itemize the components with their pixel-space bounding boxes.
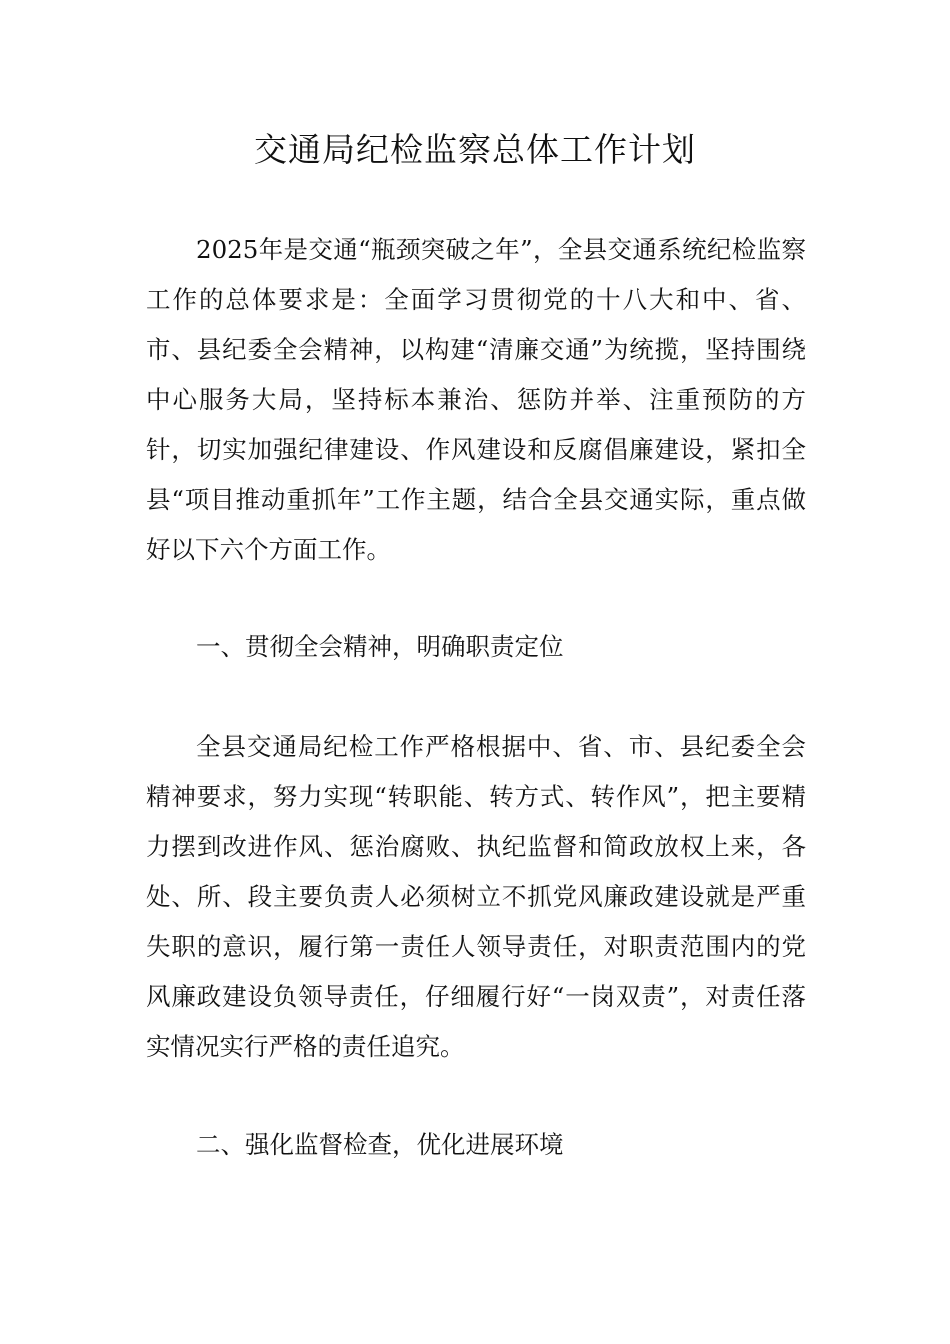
section-heading-1: 一、贯彻全会精神，明确职责定位	[196, 632, 564, 661]
section-heading-2: 二、强化监督检查，优化进展环境	[196, 1130, 564, 1159]
document-title: 交通局纪检监察总体工作计划	[254, 130, 696, 169]
section-body-1: 全县交通局纪检工作严格根据中、省、市、县纪委全会精神要求，努力实现“转职能、转方式、转作风”，把主要精力摆到改进作风、惩治腐败、执纪监督和简政放权上来，各处、所、段主要负责人必须树立不抓党风廉政建设就是严重失职的意识，履行第一责任人领导责任，对职责范围内的党风廉政建设负领导责任，仔细履行好“一岗双责”，对责任落实情况实行严格的责任追究。	[146, 732, 806, 1061]
intro-paragraph: 2025年是交通“瓶颈突破之年”，全县交通系统纪检监察工作的总体要求是：全面学习贯彻党的十八大和中、省、市、县纪委全会精神，以构建“清廉交通”为统揽，坚持围绕中心服务大局，坚持标本兼治、惩防并举、注重预防的方针，切实加强纪律建设、作风建设和反腐倡廉建设，紧扣全县“项目推动重抓年”工作主题，结合全县交通实际，重点做好以下六个方面工作。	[146, 235, 806, 564]
